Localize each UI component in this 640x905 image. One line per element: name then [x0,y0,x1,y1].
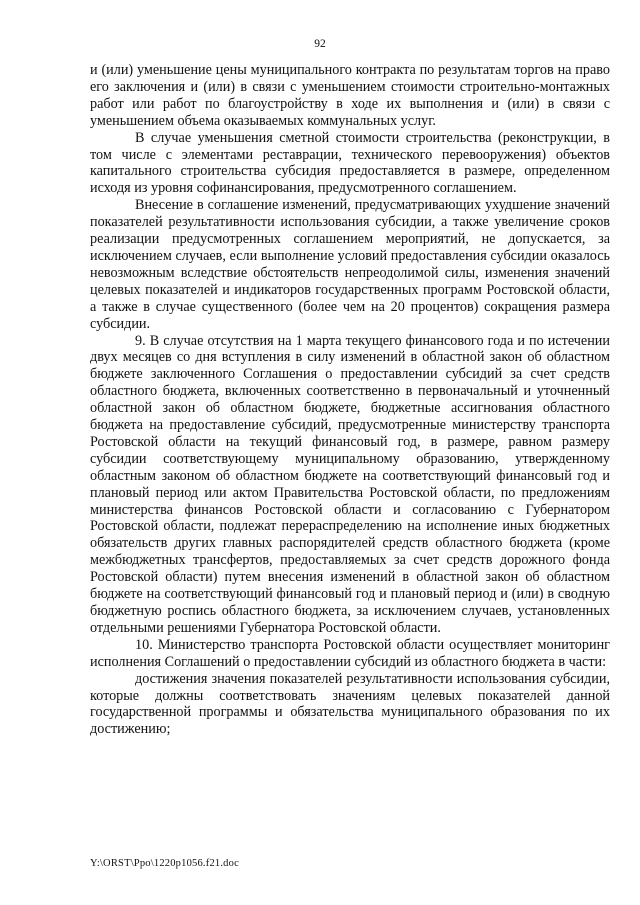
document-body [90,62,610,738]
paragraph-estimate-reduction: В случае уменьшения сметной стоимости строительства (реконструкции, в том числе с элементами реставрации, технического перевооружения) объектов капитального строительства субсидия предоставляется в размере, определенном исходя из уровня софинансирования, предусмотренного соглашением. [90,129,610,197]
paragraph-agreement-changes: Внесение в соглашение изменений, предусматривающих ухудшение значений показателей результативности использования субсидии, а также увеличение сроков реализации предусмотренных соглашением мероприятий, не допускается, за исключением случаев, если выполнение условий предоставления субсидии оказалось невозможным вследствие обстоятельств непреодолимой силы, изменения значений целевых показателей и индикаторов государственных программ Ростовской области, а также в случае существенного (более чем на 20 процентов) сокращения размера субсидии. [90,197,610,332]
page-number: 92 [314,38,326,50]
paragraph-continuation: и (или) уменьшение цены муниципального контракта по результатам торгов на право его заключения и (или) в связи с уменьшением стоимости строительно-монтажных работ или работ по благоустройству в ходе их выполнения и (или) в связи с уменьшением объема оказываемых коммунальных услуг. [90,62,610,129]
paragraph-item-10: 10. Министерство транспорта Ростовской области осуществляет мониторинг исполнения Соглашений о предоставлении субсидий из областного бюджета в части: [90,636,610,670]
paragraph-indicators: достижения значения показателей результативности использования субсидии, которые должны соответствовать значениям целевых показателей данной государственной программы и обязательства муниципального образования по их достижению; [90,670,610,738]
paragraph-item-9: 9. В случае отсутствия на 1 марта текущего финансового года и по истечении двух месяцев со дня вступления в силу изменений в областной закон об областном бюджете заключенного Соглашения о предоставлении субсидий за счет средств областного бюджета, включенных соответственно в первоначальный и уточненный областной закон об областном бюджете, бюджетные ассигнования областного бюджета на предоставление субсидий, предусмотренные министерству транспорта Ростовской области на текущий финансовый год, в размере, равном размеру субсидии соответствующему муниципальному образованию, утвержденному областным законом об областном бюджете на соответствующий финансовый год и плановый период или актом Правительства Ростовской области, по предложениям министерства финансов Ростовской области и согласованию с Губернатором Ростовской области, подлежат перераспределению на исполнение иных бюджетных обязательств других главных распорядителей средств областного бюджета (кроме межбюджетных трансфертов, предоставляемых за счет средств дорожного фонда Ростовской области) путем внесения изменений в областной закон об областном бюджете на соответствующий финансовый год и плановый период и (или) в сводную бюджетную роспись областного бюджета, за исключением случаев, установленных отдельными решениями Губернатора Ростовской области. [90,332,610,636]
footer-file-path: Y:\ORST\Ppo\1220p1056.f21.doc [90,858,239,869]
